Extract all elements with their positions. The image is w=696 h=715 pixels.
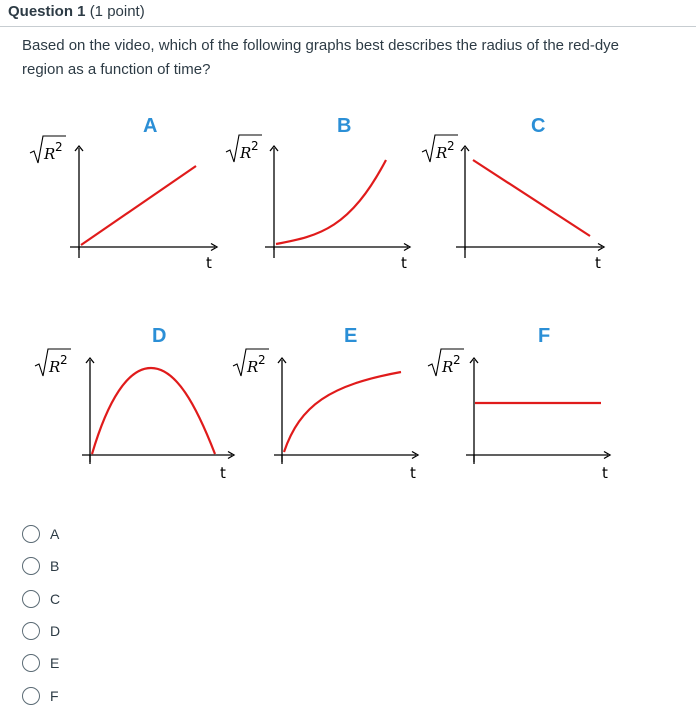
choice-b[interactable] [22,550,60,582]
x-axis-label: t [401,254,407,272]
graph-b [226,115,410,272]
graph-letter: E [344,325,358,347]
svg-text:R: R [442,358,454,376]
radio-button[interactable] [22,525,40,543]
graph-letter: F [538,325,551,347]
graph-letter: A [143,115,158,137]
choice-label: F [50,687,59,704]
svg-text:2: 2 [447,139,455,153]
graph-a [30,115,217,272]
x-axis-label: t [410,464,416,482]
graph-letter: D [152,325,167,347]
radio-button[interactable] [22,654,40,672]
svg-text:2: 2 [258,353,266,367]
graph-curve [92,368,215,454]
x-axis-label: t [595,254,601,272]
graph-f [428,325,610,482]
y-axis-label [30,136,66,163]
choice-label: B [50,558,60,575]
svg-text:2: 2 [55,140,63,154]
choice-label: C [50,590,61,607]
y-axis-label [35,349,71,376]
svg-text:2: 2 [60,353,68,367]
graph-curve [276,160,386,244]
svg-text:R: R [247,358,259,376]
graph-letter: C [531,115,546,137]
svg-text:R: R [436,144,448,162]
graph-curve [473,160,590,236]
choice-c[interactable] [22,583,60,615]
choice-label: D [50,623,61,640]
radio-button[interactable] [22,557,40,575]
choice-a[interactable] [22,518,60,550]
graph-curve [284,372,401,452]
question-title: Question 1 (1 point) [8,3,145,20]
question-points: (1 point) [89,3,145,20]
x-axis-label: t [602,464,608,482]
y-axis-label [422,135,458,162]
choice-label: A [50,526,60,543]
y-axis-label [226,135,262,162]
radio-button[interactable] [22,622,40,640]
choice-d[interactable] [22,615,60,647]
answer-choices [22,518,60,712]
svg-text:R: R [240,144,252,162]
graph-curve [81,166,196,245]
x-axis-label: t [206,254,212,272]
graph-c [422,115,604,272]
svg-text:2: 2 [453,353,461,367]
y-axis-label [233,349,269,376]
question-text: Based on the video, which of the following graphs best describes the radius of the red-dye region as a function of time? [22,37,620,78]
radio-button[interactable] [22,590,40,608]
choice-label: E [50,655,60,672]
svg-text:2: 2 [251,139,259,153]
graph-d [35,325,234,482]
radio-button[interactable] [22,687,40,705]
graph-letter: B [337,115,352,137]
choice-f[interactable] [22,679,60,711]
svg-text:R: R [49,358,61,376]
graph-e [233,325,418,482]
x-axis-label: t [220,464,226,482]
y-axis-label [428,349,464,376]
choice-e[interactable] [22,647,60,679]
svg-text:R: R [44,145,56,163]
